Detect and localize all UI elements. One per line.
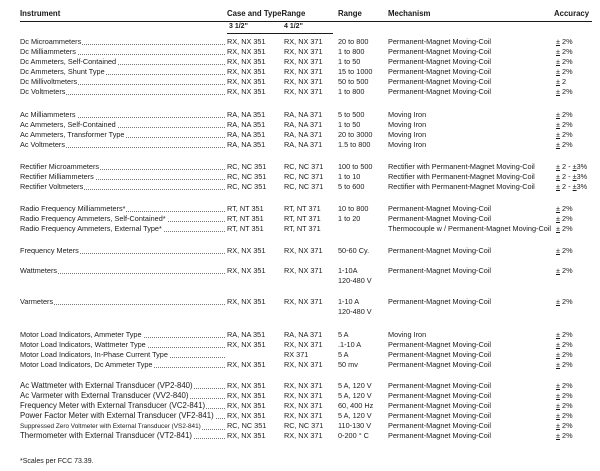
table-row	[0, 297, 600, 307]
case-3-5-cell: RX, NX 351	[227, 411, 266, 420]
range-cell: 1 to 800	[338, 87, 365, 96]
table-row-continuation	[0, 307, 600, 317]
case-4-5-cell: RX, NX 371	[284, 391, 323, 400]
plus-minus-sign: ±	[556, 391, 561, 400]
case-4-5-cell: RX, NX 371	[284, 411, 323, 420]
plus-minus-sign: ±	[556, 381, 561, 390]
accuracy-cell: ± 2%	[556, 204, 573, 213]
accuracy-cell: ± 2%	[556, 330, 573, 339]
instrument-cell	[20, 297, 225, 307]
instrument-cell	[20, 67, 225, 77]
instrument-cell	[20, 140, 225, 150]
plus-minus-sign: ±	[556, 204, 561, 213]
mechanism-cell: Permanent-Magnet Moving-Coil	[388, 204, 492, 213]
range-cell: 120-480 V	[338, 276, 372, 285]
instrument-label: Ac Ammeters, Self-Contained	[20, 120, 116, 129]
instrument-label: Suppressed Zero Voltmeter with External Transducer (VS2-841)	[20, 423, 201, 430]
plus-minus-sign: ±	[556, 431, 561, 440]
instrument-cell	[20, 381, 225, 391]
accuracy-cell: ± 2%	[556, 67, 573, 76]
range-cell: 15 to 1000	[338, 67, 373, 76]
case-4-5-cell: RX, NX 371	[284, 67, 323, 76]
plus-minus-sign: ±	[556, 340, 561, 349]
plus-minus-sign: ±	[556, 130, 561, 139]
header-rule	[20, 21, 592, 22]
case-3-5-cell: RA, NA 351	[227, 110, 266, 119]
plus-minus-sign: ±	[556, 120, 561, 129]
plus-minus-sign: ±	[556, 360, 561, 369]
table-row	[0, 87, 600, 97]
case-4-5-cell: RX, NX 371	[284, 431, 323, 440]
instrument-cell	[20, 391, 225, 401]
instrument-label: Dc Microammeters	[20, 37, 82, 46]
plus-minus-sign: ±	[556, 67, 561, 76]
case-3-5-cell: RX, NX 351	[227, 360, 266, 369]
case-4-5-cell: RA, NA 371	[284, 120, 323, 129]
mechanism-cell: Permanent-Magnet Moving-Coil	[388, 37, 492, 46]
instrument-label: Dc Ammeters, Shunt Type	[20, 67, 105, 76]
table-row	[0, 67, 600, 77]
case-3-5-cell: RA, NA 351	[227, 140, 266, 149]
instrument-cell	[20, 87, 225, 97]
case-4-5-cell: RX 371	[284, 350, 309, 359]
instrument-cell	[20, 130, 225, 140]
case-4-5-cell: RT, NT 371	[284, 224, 321, 233]
range-cell: 5 A, 120 V	[338, 391, 372, 400]
instrument-cell	[20, 204, 225, 214]
case-4-5-cell: RT, NT 371	[284, 204, 321, 213]
instrument-label: Radio Frequency Ammeters, External Type*	[20, 224, 162, 233]
case-4-5-cell: RA, NA 371	[284, 110, 323, 119]
instrument-label: Frequency Meters	[20, 246, 79, 255]
case-4-5-cell: RC, NC 371	[284, 162, 324, 171]
range-cell: 20 to 3000	[338, 130, 373, 139]
range-cell: 1 to 800	[338, 47, 365, 56]
range-cell: 1 to 10	[338, 172, 361, 181]
instrument-label: Wattmeters	[20, 266, 58, 275]
case-3-5-cell: RX, NX 351	[227, 266, 266, 275]
case-4-5-cell: RA, NA 371	[284, 140, 323, 149]
table-row	[0, 214, 600, 224]
instrument-label: Rectifier Milliammeters	[20, 172, 94, 181]
range-cell: 5 A, 120 V	[338, 411, 372, 420]
case-4-5-cell: RC, NC 371	[284, 421, 324, 430]
table-row	[0, 172, 600, 182]
instrument-cell	[20, 340, 225, 350]
case-3-5-cell: RA, NA 351	[227, 130, 266, 139]
table-row	[0, 77, 600, 87]
case-3-5-cell: RT, NT 351	[227, 224, 264, 233]
instrument-cell	[20, 431, 225, 441]
plus-minus-sign: ±	[556, 140, 561, 149]
case-4-5-cell: RX, NX 371	[284, 266, 323, 275]
range-cell: 10 to 800	[338, 204, 369, 213]
case-3-5-cell: RX, NX 351	[227, 87, 266, 96]
plus-minus-sign: ±	[556, 57, 561, 66]
case-3-5-cell: RX, NX 351	[227, 37, 266, 46]
range-cell: .1-10 A	[338, 340, 362, 349]
mechanism-cell: Moving Iron	[388, 130, 427, 139]
instrument-label: Dc Voltmeters	[20, 87, 66, 96]
plus-minus-sign: ±	[572, 182, 577, 191]
accuracy-cell: ± 2%	[556, 110, 573, 119]
table-row	[0, 130, 600, 140]
case-3-5-cell: RX, NX 351	[227, 401, 266, 410]
subheader-4-5: 4 1/2"	[284, 23, 303, 30]
table-row	[0, 204, 600, 214]
plus-minus-sign: ±	[556, 110, 561, 119]
mechanism-cell: Permanent-Magnet Moving-Coil	[388, 77, 492, 86]
range-cell: 5 A	[338, 330, 349, 339]
accuracy-cell: ± 2 - ±3%	[556, 182, 588, 191]
plus-minus-sign: ±	[556, 411, 561, 420]
instrument-label: Dc Ammeters, Self-Contained	[20, 57, 117, 66]
table-row	[0, 340, 600, 350]
instrument-cell	[20, 330, 225, 340]
mechanism-cell: Moving Iron	[388, 330, 427, 339]
instrument-cell	[20, 57, 225, 67]
plus-minus-sign: ±	[556, 87, 561, 96]
table-row	[0, 37, 600, 47]
table-row	[0, 401, 600, 411]
plus-minus-sign: ±	[556, 350, 561, 359]
instrument-cell	[20, 214, 225, 224]
mechanism-cell: Permanent-Magnet Moving-Coil	[388, 381, 492, 390]
subheader-rule	[227, 33, 333, 34]
accuracy-cell: ± 2%	[556, 224, 573, 233]
instrument-cell	[20, 401, 225, 411]
case-3-5-cell: RX, NX 351	[227, 47, 266, 56]
mechanism-cell: Moving Iron	[388, 140, 427, 149]
case-3-5-cell: RC, NC 351	[227, 162, 267, 171]
mechanism-cell: Rectifier with Permanent-Magnet Moving-Coil	[388, 162, 535, 171]
range-cell: 1-10A	[338, 266, 358, 275]
accuracy-cell: ± 2%	[556, 57, 573, 66]
range-cell: 50 to 500	[338, 77, 369, 86]
table-row	[0, 330, 600, 340]
instrument-label: Dc Millivoltmeters	[20, 77, 78, 86]
instrument-cell	[20, 162, 225, 172]
accuracy-cell: ± 2%	[556, 431, 573, 440]
case-4-5-cell: RX, NX 371	[284, 401, 323, 410]
plus-minus-sign: ±	[572, 162, 577, 171]
case-3-5-cell: RT, NT 351	[227, 214, 264, 223]
instrument-cell	[20, 224, 225, 234]
plus-minus-sign: ±	[556, 297, 561, 306]
accuracy-cell: ± 2%	[556, 47, 573, 56]
accuracy-cell: ± 2%	[556, 246, 573, 255]
accuracy-cell: ± 2%	[556, 421, 573, 430]
table-row	[0, 266, 600, 276]
instrument-cell	[20, 411, 225, 421]
instrument-cell	[20, 350, 225, 360]
case-4-5-cell: RX, NX 371	[284, 246, 323, 255]
instrument-label: Ac Wattmeter with External Transducer (VP2-840)	[20, 381, 193, 390]
instrument-label: Ac Milliammeters	[20, 110, 76, 119]
case-4-5-cell: RX, NX 371	[284, 360, 323, 369]
subheader-3-5: 3 1/2"	[229, 23, 248, 30]
range-cell: 1 to 20	[338, 214, 361, 223]
plus-minus-sign: ±	[556, 401, 561, 410]
instrument-label: Rectifier Voltmeters	[20, 182, 84, 191]
instrument-cell	[20, 360, 225, 370]
footnote: *Scales per FCC 73.39.	[20, 458, 94, 465]
instrument-cell	[20, 172, 225, 182]
accuracy-cell: ± 2%	[556, 214, 573, 223]
accuracy-cell: ± 2 - ±3%	[556, 162, 588, 171]
mechanism-cell: Permanent-Magnet Moving-Coil	[388, 401, 492, 410]
plus-minus-sign: ±	[572, 172, 577, 181]
instrument-label: Varmeters	[20, 297, 54, 306]
case-4-5-cell: RX, NX 371	[284, 57, 323, 66]
range-cell: 120-480 V	[338, 307, 372, 316]
table-row	[0, 110, 600, 120]
instrument-label: Power Factor Meter with External Transducer (VF2-841)	[20, 411, 214, 420]
table-row	[0, 57, 600, 67]
plus-minus-sign: ±	[556, 224, 561, 233]
instrument-cell	[20, 77, 225, 87]
mechanism-cell: Permanent-Magnet Moving-Coil	[388, 350, 492, 359]
range-cell: 1 to 50	[338, 120, 361, 129]
range-cell: 0-200 ° C	[338, 431, 369, 440]
plus-minus-sign: ±	[556, 37, 561, 46]
range-cell: 100 to 500	[338, 162, 373, 171]
mechanism-cell: Permanent-Magnet Moving-Coil	[388, 67, 492, 76]
accuracy-cell: ± 2%	[556, 140, 573, 149]
case-3-5-cell: RX, NX 351	[227, 67, 266, 76]
table-row	[0, 360, 600, 370]
accuracy-cell: ± 2%	[556, 120, 573, 129]
case-3-5-cell: RT, NT 351	[227, 204, 264, 213]
table-row	[0, 182, 600, 192]
case-3-5-cell: RC, NC 351	[227, 421, 267, 430]
table-row	[0, 391, 600, 401]
accuracy-cell: ± 2%	[556, 381, 573, 390]
case-3-5-cell: RX, NX 351	[227, 431, 266, 440]
accuracy-cell: ± 2%	[556, 350, 573, 359]
case-4-5-cell: RX, NX 371	[284, 381, 323, 390]
header-range: Range	[338, 9, 362, 18]
table-row	[0, 140, 600, 150]
table-row	[0, 381, 600, 391]
case-3-5-cell: RA, NA 351	[227, 120, 266, 129]
accuracy-cell: ± 2%	[556, 266, 573, 275]
case-4-5-cell: RX, NX 371	[284, 77, 323, 86]
instrument-label: Ac Ammeters, Transformer Type	[20, 130, 125, 139]
instrument-cell	[20, 182, 225, 192]
case-4-5-cell: RA, NA 371	[284, 130, 323, 139]
instrument-cell	[20, 47, 225, 57]
accuracy-cell: ± 2%	[556, 411, 573, 420]
instrument-label: Thermometer with External Transducer (VT2-841)	[20, 431, 193, 440]
case-3-5-cell: RC, NC 351	[227, 172, 267, 181]
mechanism-cell: Permanent-Magnet Moving-Coil	[388, 57, 492, 66]
instrument-label: Motor Load Indicators, Dc Ammeter Type	[20, 360, 153, 369]
table-row	[0, 47, 600, 57]
instrument-label: Ac Voltmeters	[20, 140, 66, 149]
accuracy-cell: ± 2%	[556, 130, 573, 139]
range-cell: 5 to 600	[338, 182, 365, 191]
case-4-5-cell: RX, NX 371	[284, 297, 323, 306]
table-row	[0, 421, 600, 431]
mechanism-cell: Moving Iron	[388, 110, 427, 119]
range-cell: 20 to 800	[338, 37, 369, 46]
table-row	[0, 224, 600, 234]
range-cell: 5 A	[338, 350, 349, 359]
plus-minus-sign: ±	[556, 47, 561, 56]
plus-minus-sign: ±	[556, 162, 561, 171]
accuracy-cell: ± 2%	[556, 401, 573, 410]
case-3-5-cell: RX, NX 351	[227, 297, 266, 306]
table-row	[0, 162, 600, 172]
mechanism-cell: Rectifier with Permanent-Magnet Moving-Coil	[388, 182, 535, 191]
accuracy-cell: ± 2%	[556, 360, 573, 369]
mechanism-cell: Permanent-Magnet Moving-Coil	[388, 431, 492, 440]
case-4-5-cell: RX, NX 371	[284, 87, 323, 96]
mechanism-cell: Permanent-Magnet Moving-Coil	[388, 214, 492, 223]
case-3-5-cell: RX, NX 351	[227, 391, 266, 400]
instrument-label: Motor Load Indicators, Ammeter Type	[20, 330, 142, 339]
case-4-5-cell: RX, NX 371	[284, 340, 323, 349]
accuracy-cell: ± 2%	[556, 297, 573, 306]
table-row	[0, 431, 600, 441]
header-mechanism: Mechanism	[388, 9, 431, 18]
instrument-label: Radio Frequency Ammeters, Self-Contained*	[20, 214, 166, 223]
mechanism-cell: Permanent-Magnet Moving-Coil	[388, 266, 492, 275]
instrument-label: Radio Frequency Milliammeters*	[20, 204, 126, 213]
table-row	[0, 350, 600, 360]
mechanism-cell: Permanent-Magnet Moving-Coil	[388, 297, 492, 306]
header-accuracy: Accuracy	[554, 9, 590, 18]
table-row	[0, 120, 600, 130]
accuracy-cell: ± 2 - ±3%	[556, 172, 588, 181]
case-3-5-cell: RX, NX 351	[227, 340, 266, 349]
instrument-cell	[20, 246, 225, 256]
mechanism-cell: Permanent-Magnet Moving-Coil	[388, 391, 492, 400]
range-cell: 1.5 to 800	[338, 140, 371, 149]
plus-minus-sign: ±	[556, 214, 561, 223]
instrument-label: Motor Load Indicators, In-Phase Current Type	[20, 350, 168, 359]
mechanism-cell: Permanent-Magnet Moving-Coil	[388, 340, 492, 349]
instrument-label: Dc Milliammeters	[20, 47, 76, 56]
range-cell: 60, 400 Hz	[338, 401, 374, 410]
range-cell: 50 mv	[338, 360, 358, 369]
plus-minus-sign: ±	[556, 182, 561, 191]
mechanism-cell: Permanent-Magnet Moving-Coil	[388, 411, 492, 420]
range-cell: 5 A, 120 V	[338, 381, 372, 390]
instrument-cell	[20, 37, 225, 47]
instrument-cell	[20, 110, 225, 120]
case-3-5-cell: RX, NX 351	[227, 57, 266, 66]
range-cell: 1 to 50	[338, 57, 361, 66]
range-cell: 1-10 A	[338, 297, 360, 306]
accuracy-cell: ± 2%	[556, 391, 573, 400]
case-4-5-cell: RT, NT 371	[284, 214, 321, 223]
case-3-5-cell: RA, NA 351	[227, 330, 266, 339]
mechanism-cell: Permanent-Magnet Moving-Coil	[388, 360, 492, 369]
plus-minus-sign: ±	[556, 77, 561, 86]
mechanism-cell: Permanent-Magnet Moving-Coil	[388, 246, 492, 255]
case-4-5-cell: RX, NX 371	[284, 47, 323, 56]
mechanism-cell: Moving Iron	[388, 120, 427, 129]
case-3-5-cell: RX, NX 351	[227, 381, 266, 390]
plus-minus-sign: ±	[556, 266, 561, 275]
instrument-cell	[20, 266, 225, 276]
mechanism-cell: Rectifier with Permanent-Magnet Moving-Coil	[388, 172, 535, 181]
case-4-5-cell: RC, NC 371	[284, 172, 324, 181]
mechanism-cell: Thermocouple w / Permanent-Magnet Moving-Coil	[388, 224, 552, 233]
case-3-5-cell: RC, NC 351	[227, 182, 267, 191]
table-row	[0, 411, 600, 421]
case-3-5-cell: RX, NX 351	[227, 246, 266, 255]
range-cell: 50-60 Cy.	[338, 246, 370, 255]
accuracy-cell: ± 2%	[556, 37, 573, 46]
accuracy-cell: ± 2%	[556, 87, 573, 96]
header-case-type-range: Case and TypeRange	[227, 9, 306, 18]
mechanism-cell: Permanent-Magnet Moving-Coil	[388, 421, 492, 430]
table-row	[0, 246, 600, 256]
plus-minus-sign: ±	[556, 421, 561, 430]
table-row-continuation	[0, 276, 600, 286]
case-4-5-cell: RA, NA 371	[284, 330, 323, 339]
range-cell: 5 to 500	[338, 110, 365, 119]
case-4-5-cell: RX, NX 371	[284, 37, 323, 46]
instrument-label: Motor Load Indicators, Wattmeter Type	[20, 340, 146, 349]
accuracy-cell: ± 2%	[556, 340, 573, 349]
case-3-5-cell: RX, NX 351	[227, 77, 266, 86]
instrument-label: Ac Varmeter with External Transducer (VV2-840)	[20, 391, 189, 400]
range-cell: 110-130 V	[338, 421, 372, 430]
mechanism-cell: Permanent-Magnet Moving-Coil	[388, 47, 492, 56]
plus-minus-sign: ±	[556, 246, 561, 255]
plus-minus-sign: ±	[556, 172, 561, 181]
mechanism-cell: Permanent-Magnet Moving-Coil	[388, 87, 492, 96]
header-instrument: Instrument	[20, 9, 61, 18]
case-4-5-cell: RC, NC 371	[284, 182, 324, 191]
plus-minus-sign: ±	[556, 330, 561, 339]
instrument-label: Rectifier Microammeters	[20, 162, 100, 171]
accuracy-cell: ± 2	[556, 77, 567, 86]
instrument-label: Frequency Meter with External Transducer (VC2-841)	[20, 401, 206, 410]
instrument-cell	[20, 120, 225, 130]
